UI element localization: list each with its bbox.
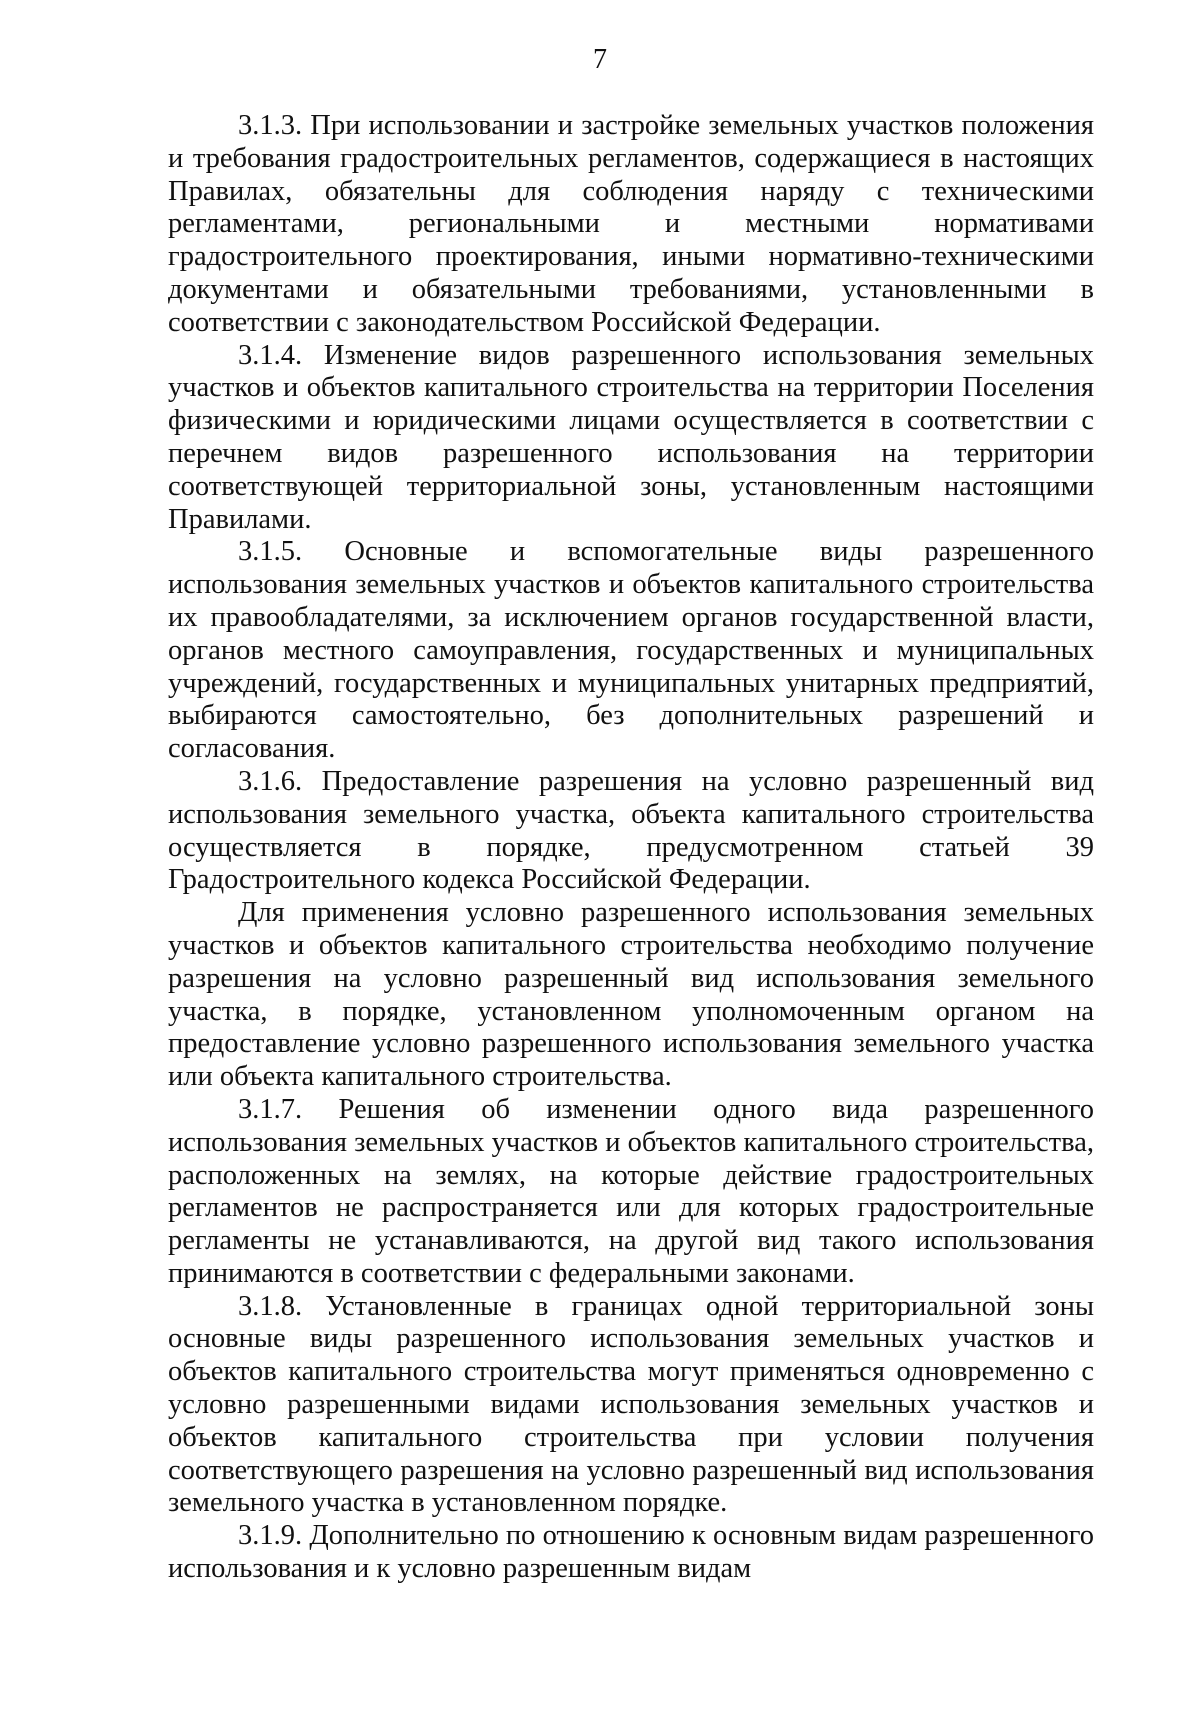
clause-number: 3.1.9. bbox=[238, 1520, 303, 1552]
paragraph-3-1-6 bbox=[168, 766, 1094, 897]
paragraph-3-1-3 bbox=[168, 110, 1094, 340]
clause-number: 3.1.7. bbox=[238, 1093, 303, 1125]
clause-number: 3.1.3. bbox=[238, 110, 303, 141]
paragraph-text: Решения об изменении одного вида разрешенного использования земельных участков и объектов капитального строительства, расположенных на землях, на которые действие градостроительных регламентов не распространяется или для которых градостроительные регламенты не устанавливаются, на другой вид такого использования принимаются в соответствии с федеральными законами. bbox=[168, 1093, 1094, 1289]
paragraph-text: Для применения условно разрешенного использования земельных участков и объектов капитального строительства необходимо получение разрешения на условно разрешенный вид использования земельного участка, в порядке, установленном уполномоченным органом на предоставление условно разрешенного использования земельного участка или объекта капитального строительства. bbox=[168, 897, 1094, 1093]
paragraph-text: Основные и вспомогательные виды разрешенного использования земельных участков и объектов капитального строительства их правообладателями, за исключением органов государственной власти, органов местного самоуправления, государственных и муниципальных учреждений, государственных и муниципальных унитарных предприятий, выбираются самостоятельно, без дополнительных разрешений и согласования. bbox=[168, 536, 1094, 765]
page-number: 7 bbox=[593, 44, 607, 75]
paragraph-3-1-8 bbox=[168, 1291, 1094, 1521]
paragraph-text: Дополнительно по отношению к основным видам разрешенного использования и к условно разрешенным видам bbox=[168, 1520, 1094, 1585]
paragraph-text: Установленные в границах одной территориальной зоны основные виды разрешенного использования земельных участков и объектов капитального строительства могут применяться одновременно с условно разрешенными видами использования земельных участков и объектов капитального строительства при условии получения соответствующего разрешения на условно разрешенный вид использования земельного участка в установленном порядке. bbox=[168, 1290, 1094, 1519]
clause-number: 3.1.4. bbox=[238, 339, 303, 371]
paragraph-text: Предоставление разрешения на условно разрешенный вид использования земельного участка, объекта капитального строительства осуществляется в порядке, предусмотренном статьей 39 Градостроительного кодекса Российской Федерации. bbox=[168, 765, 1095, 896]
paragraph-text: При использовании и застройке земельных участков положения и требования градостроительных регламентов, содержащиеся в настоящих Правилах, обязательны для соблюдения наряду с техническими регламентами, региональными и местными нормативами градостроительного проектирования, иными нормативно-техническими документами и обязательными требованиями, установленными в соответствии с законодательством Российской Федерации. bbox=[168, 110, 1094, 338]
paragraph-3-1-5 bbox=[168, 536, 1094, 766]
paragraph-3-1-7 bbox=[168, 1094, 1094, 1291]
clause-number: 3.1.5. bbox=[238, 536, 303, 568]
paragraph-3-1-6-continuation bbox=[168, 897, 1094, 1094]
document-body bbox=[168, 110, 1094, 1586]
paragraph-text: Изменение видов разрешенного использования земельных участков и объектов капитального строительства на территории Поселения физическими и юридическими лицами осуществляется в соответствии с перечнем видов разрешенного использования на территории соответствующей территориальной зоны, установленным настоящими Правилами. bbox=[168, 339, 1094, 535]
paragraph-3-1-4 bbox=[168, 340, 1094, 537]
paragraph-3-1-9 bbox=[168, 1520, 1094, 1586]
clause-number: 3.1.6. bbox=[238, 765, 303, 797]
clause-number: 3.1.8. bbox=[238, 1290, 303, 1322]
